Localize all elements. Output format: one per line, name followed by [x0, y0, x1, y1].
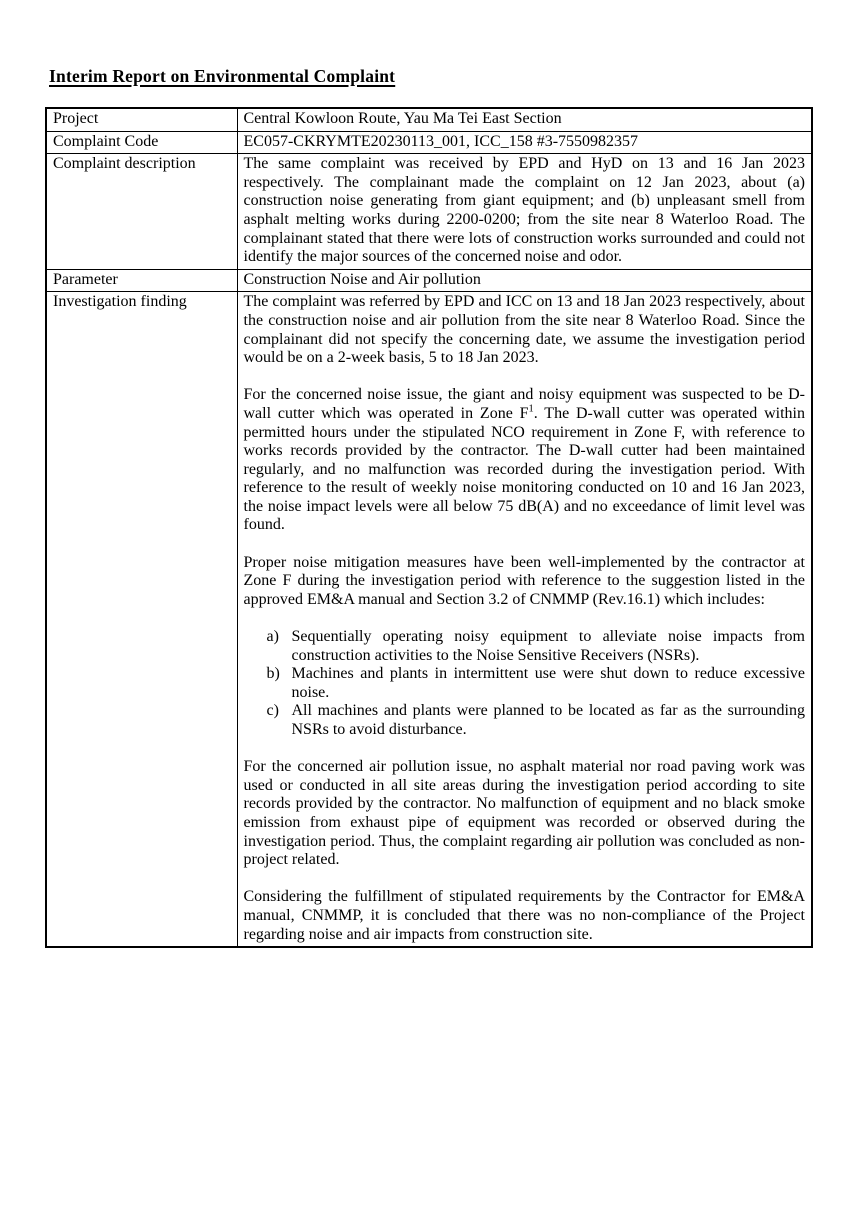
parameter-value: Construction Noise and Air pollution	[237, 269, 812, 292]
parameter-label: Parameter	[46, 269, 237, 292]
complaint-description-label: Complaint description	[46, 154, 237, 270]
list-item-a-text: Sequentially operating noisy equipment to alleviate noise impacts from construction activities to the Noise Sensitive Receivers (NSRs).	[291, 628, 805, 664]
investigation-paragraph-conclusion: Considering the fulfillment of stipulated requirements by the Contractor for EM&A manual, CNMMP, it is concluded that there was no non-compliance of the Project regarding noise and air impacts from construction site.	[243, 888, 805, 943]
investigation-paragraph-mitigation-intro: Proper noise mitigation measures have been well-implemented by the contractor at Zone F during the investigation period with reference to the suggestion listed in the approved EM&A manual and Section 3.2 of CNMMP (Rev.16.1) which includes:	[243, 553, 805, 608]
table-row-investigation-finding	[46, 292, 812, 947]
list-marker-a: a)	[266, 628, 279, 646]
investigation-paragraph-referral: The complaint was referred by EPD and ICC on 13 and 18 Jan 2023 respectively, about the construction noise and air pollution from the site near 8 Waterloo Road. Since the complainant did not specify the concerning date, we assume the investigation period would be on a 2-week basis, 5 to 18 Jan 2023.	[243, 293, 805, 367]
list-item-a	[244, 628, 806, 665]
project-label: Project	[46, 108, 237, 131]
noise-paragraph-text: For the concerned noise issue, the giant and noisy equipment was suspected to be D-wall cutter which was operated in Zone F	[243, 386, 805, 422]
investigation-finding-label: Investigation finding	[46, 292, 237, 947]
list-marker-c: c)	[266, 702, 279, 720]
list-item-c-text: All machines and plants were planned to be located as far as the surrounding NSRs to avoid disturbance.	[291, 702, 805, 738]
investigation-finding-value	[237, 292, 812, 947]
list-item-c	[244, 702, 806, 739]
mitigation-measures-list	[244, 628, 806, 740]
complaint-report-table	[45, 107, 813, 948]
complaint-description-text: The same complaint was received by EPD and HyD on 13 and 16 Jan 2023 respectively. The complainant made the complaint on 12 Jan 2023, about (a) construction noise generating from giant equipment; and (b) unpleasant smell from asphalt melting works during 2200-0200; from the site near 8 Waterloo Road. The complainant stated that there were lots of construction works surrounded and could not identify the major sources of the concerned noise and odor.	[243, 155, 805, 266]
footnote-reference: 1	[528, 403, 534, 415]
list-marker-b: b)	[266, 665, 280, 683]
project-value: Central Kowloon Route, Yau Ma Tei East Section	[237, 108, 812, 131]
table-row-complaint-description	[46, 154, 812, 270]
list-item-b-text: Machines and plants in intermittent use were shut down to reduce excessive noise.	[291, 665, 805, 701]
list-item-b	[244, 665, 806, 702]
investigation-paragraph-air: For the concerned air pollution issue, no asphalt material nor road paving work was used or conducted in all site areas during the investigation period according to site records provided by the contractor. No malfunction of equipment and no black smoke emission from exhaust pipe of equipment was recorded or observed during the investigation period. Thus, the complaint regarding air pollution was concluded as non-project related.	[243, 758, 805, 869]
complaint-code-value: EC057-CKRYMTE20230113_001, ICC_158 #3-7550982357	[237, 131, 812, 154]
investigation-paragraph-noise	[244, 386, 806, 535]
noise-paragraph-text-continued: . The D-wall cutter was operated within permitted hours under the stipulated NCO requirement in Zone F, with reference to works records provided by the contractor. The D-wall cutter had been maintained regularly, and no malfunction was recorded during the investigation period. With reference to the result of weekly noise monitoring conducted on 10 and 16 Jan 2023, the noise impact levels were all below 75 dB(A) and no exceedance of limit level was found.	[243, 404, 805, 534]
complaint-description-value	[237, 154, 812, 270]
table-row-complaint-code	[46, 131, 812, 154]
table-row-parameter	[46, 269, 812, 292]
document-title: Interim Report on Environmental Complaint	[49, 66, 396, 86]
table-row-project	[46, 108, 812, 131]
complaint-code-label: Complaint Code	[46, 131, 237, 154]
